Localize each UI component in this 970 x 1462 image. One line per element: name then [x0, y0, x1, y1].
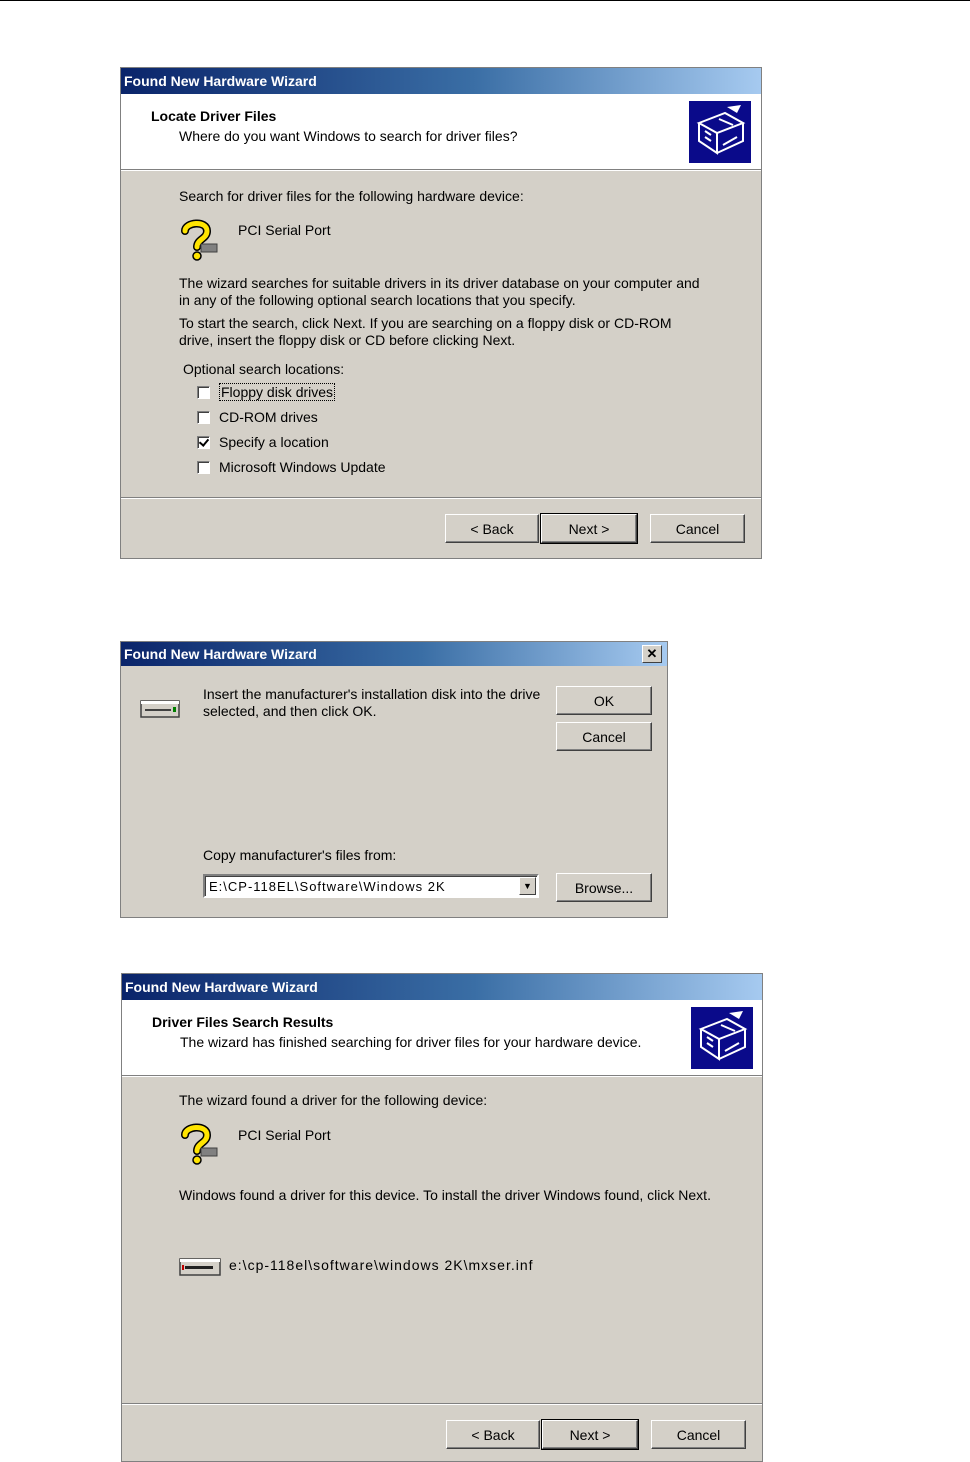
- floppy-checkbox[interactable]: [197, 386, 210, 399]
- dialog-title: Found New Hardware Wizard: [121, 642, 667, 666]
- page-top-rule: [0, 0, 970, 1]
- back-button[interactable]: < Back: [445, 514, 539, 543]
- copy-from-label: Copy manufacturer's files from:: [203, 847, 397, 863]
- browse-button[interactable]: Browse...: [556, 873, 652, 902]
- driver-path: e:\cp-118el\software\windows 2K\mxser.inf: [229, 1257, 534, 1273]
- dialog-title: Found New Hardware Wizard: [122, 974, 762, 1000]
- specify-location-label[interactable]: Specify a location: [219, 434, 329, 450]
- disk-drive-icon: [140, 698, 180, 720]
- chevron-down-icon[interactable]: ▼: [519, 877, 536, 895]
- header-title: Locate Driver Files: [151, 108, 277, 124]
- insert-disk-dialog: [120, 641, 668, 918]
- wizard-description: The wizard searches for suitable drivers in its driver database on your computer and in any of the following optional search locations that you specify.: [179, 275, 700, 308]
- floppy-option[interactable]: [197, 382, 335, 402]
- windows-update-option[interactable]: [197, 457, 386, 477]
- driver-file-icon: [179, 1257, 221, 1277]
- wizard-header: [121, 94, 761, 170]
- results-intro: The wizard found a driver for the following device:: [179, 1092, 488, 1108]
- back-button[interactable]: < Back: [446, 1420, 540, 1449]
- locate-driver-files-dialog: [120, 67, 762, 559]
- cdrom-option[interactable]: [197, 407, 318, 427]
- hardware-wizard-icon: [689, 101, 751, 163]
- cancel-button[interactable]: Cancel: [651, 1420, 746, 1449]
- search-intro: Search for driver files for the following hardware device:: [179, 188, 524, 204]
- windows-update-checkbox[interactable]: [197, 461, 210, 474]
- source-path-combobox[interactable]: [203, 874, 539, 898]
- specify-location-option[interactable]: [197, 432, 329, 452]
- insert-disk-message: Insert the manufacturer's installation disk into the drive selected, and then click OK.: [203, 686, 541, 719]
- ok-button[interactable]: OK: [556, 686, 652, 715]
- unknown-device-icon: [177, 218, 221, 262]
- unknown-device-icon: [177, 1122, 221, 1166]
- cdrom-checkbox[interactable]: [197, 411, 210, 424]
- search-results-dialog: [121, 973, 763, 1462]
- source-path-value[interactable]: E:\CP-118EL\Software\Windows 2K: [209, 879, 446, 894]
- floppy-label[interactable]: Floppy disk drives: [221, 384, 334, 400]
- specify-location-checkbox[interactable]: [197, 436, 210, 449]
- cancel-button[interactable]: Cancel: [556, 722, 652, 751]
- device-name: PCI Serial Port: [238, 222, 331, 238]
- driver-found-message: Windows found a driver for this device. To install the driver Windows found, click Next.: [179, 1187, 711, 1203]
- search-instructions: To start the search, click Next. If you are searching on a floppy disk or CD-ROM drive, insert the floppy disk or CD before clicking Next.: [179, 315, 672, 348]
- cdrom-label[interactable]: CD-ROM drives: [219, 409, 318, 425]
- dialog-title: Found New Hardware Wizard: [121, 68, 761, 94]
- optional-locations-label: Optional search locations:: [183, 361, 345, 377]
- wizard-header: [122, 1000, 762, 1076]
- button-separator: [122, 1403, 762, 1405]
- windows-update-label[interactable]: Microsoft Windows Update: [219, 459, 386, 475]
- cancel-button[interactable]: Cancel: [650, 514, 745, 543]
- hardware-wizard-icon: [691, 1007, 753, 1069]
- close-button[interactable]: ✕: [642, 645, 662, 663]
- next-button[interactable]: Next >: [542, 1420, 638, 1449]
- header-subtitle: Where do you want Windows to search for driver files?: [179, 128, 518, 144]
- device-name: PCI Serial Port: [238, 1127, 331, 1143]
- header-title: Driver Files Search Results: [152, 1014, 334, 1030]
- next-button[interactable]: Next >: [541, 514, 637, 543]
- header-subtitle: The wizard has finished searching for driver files for your hardware device.: [180, 1034, 642, 1050]
- button-separator: [121, 497, 761, 499]
